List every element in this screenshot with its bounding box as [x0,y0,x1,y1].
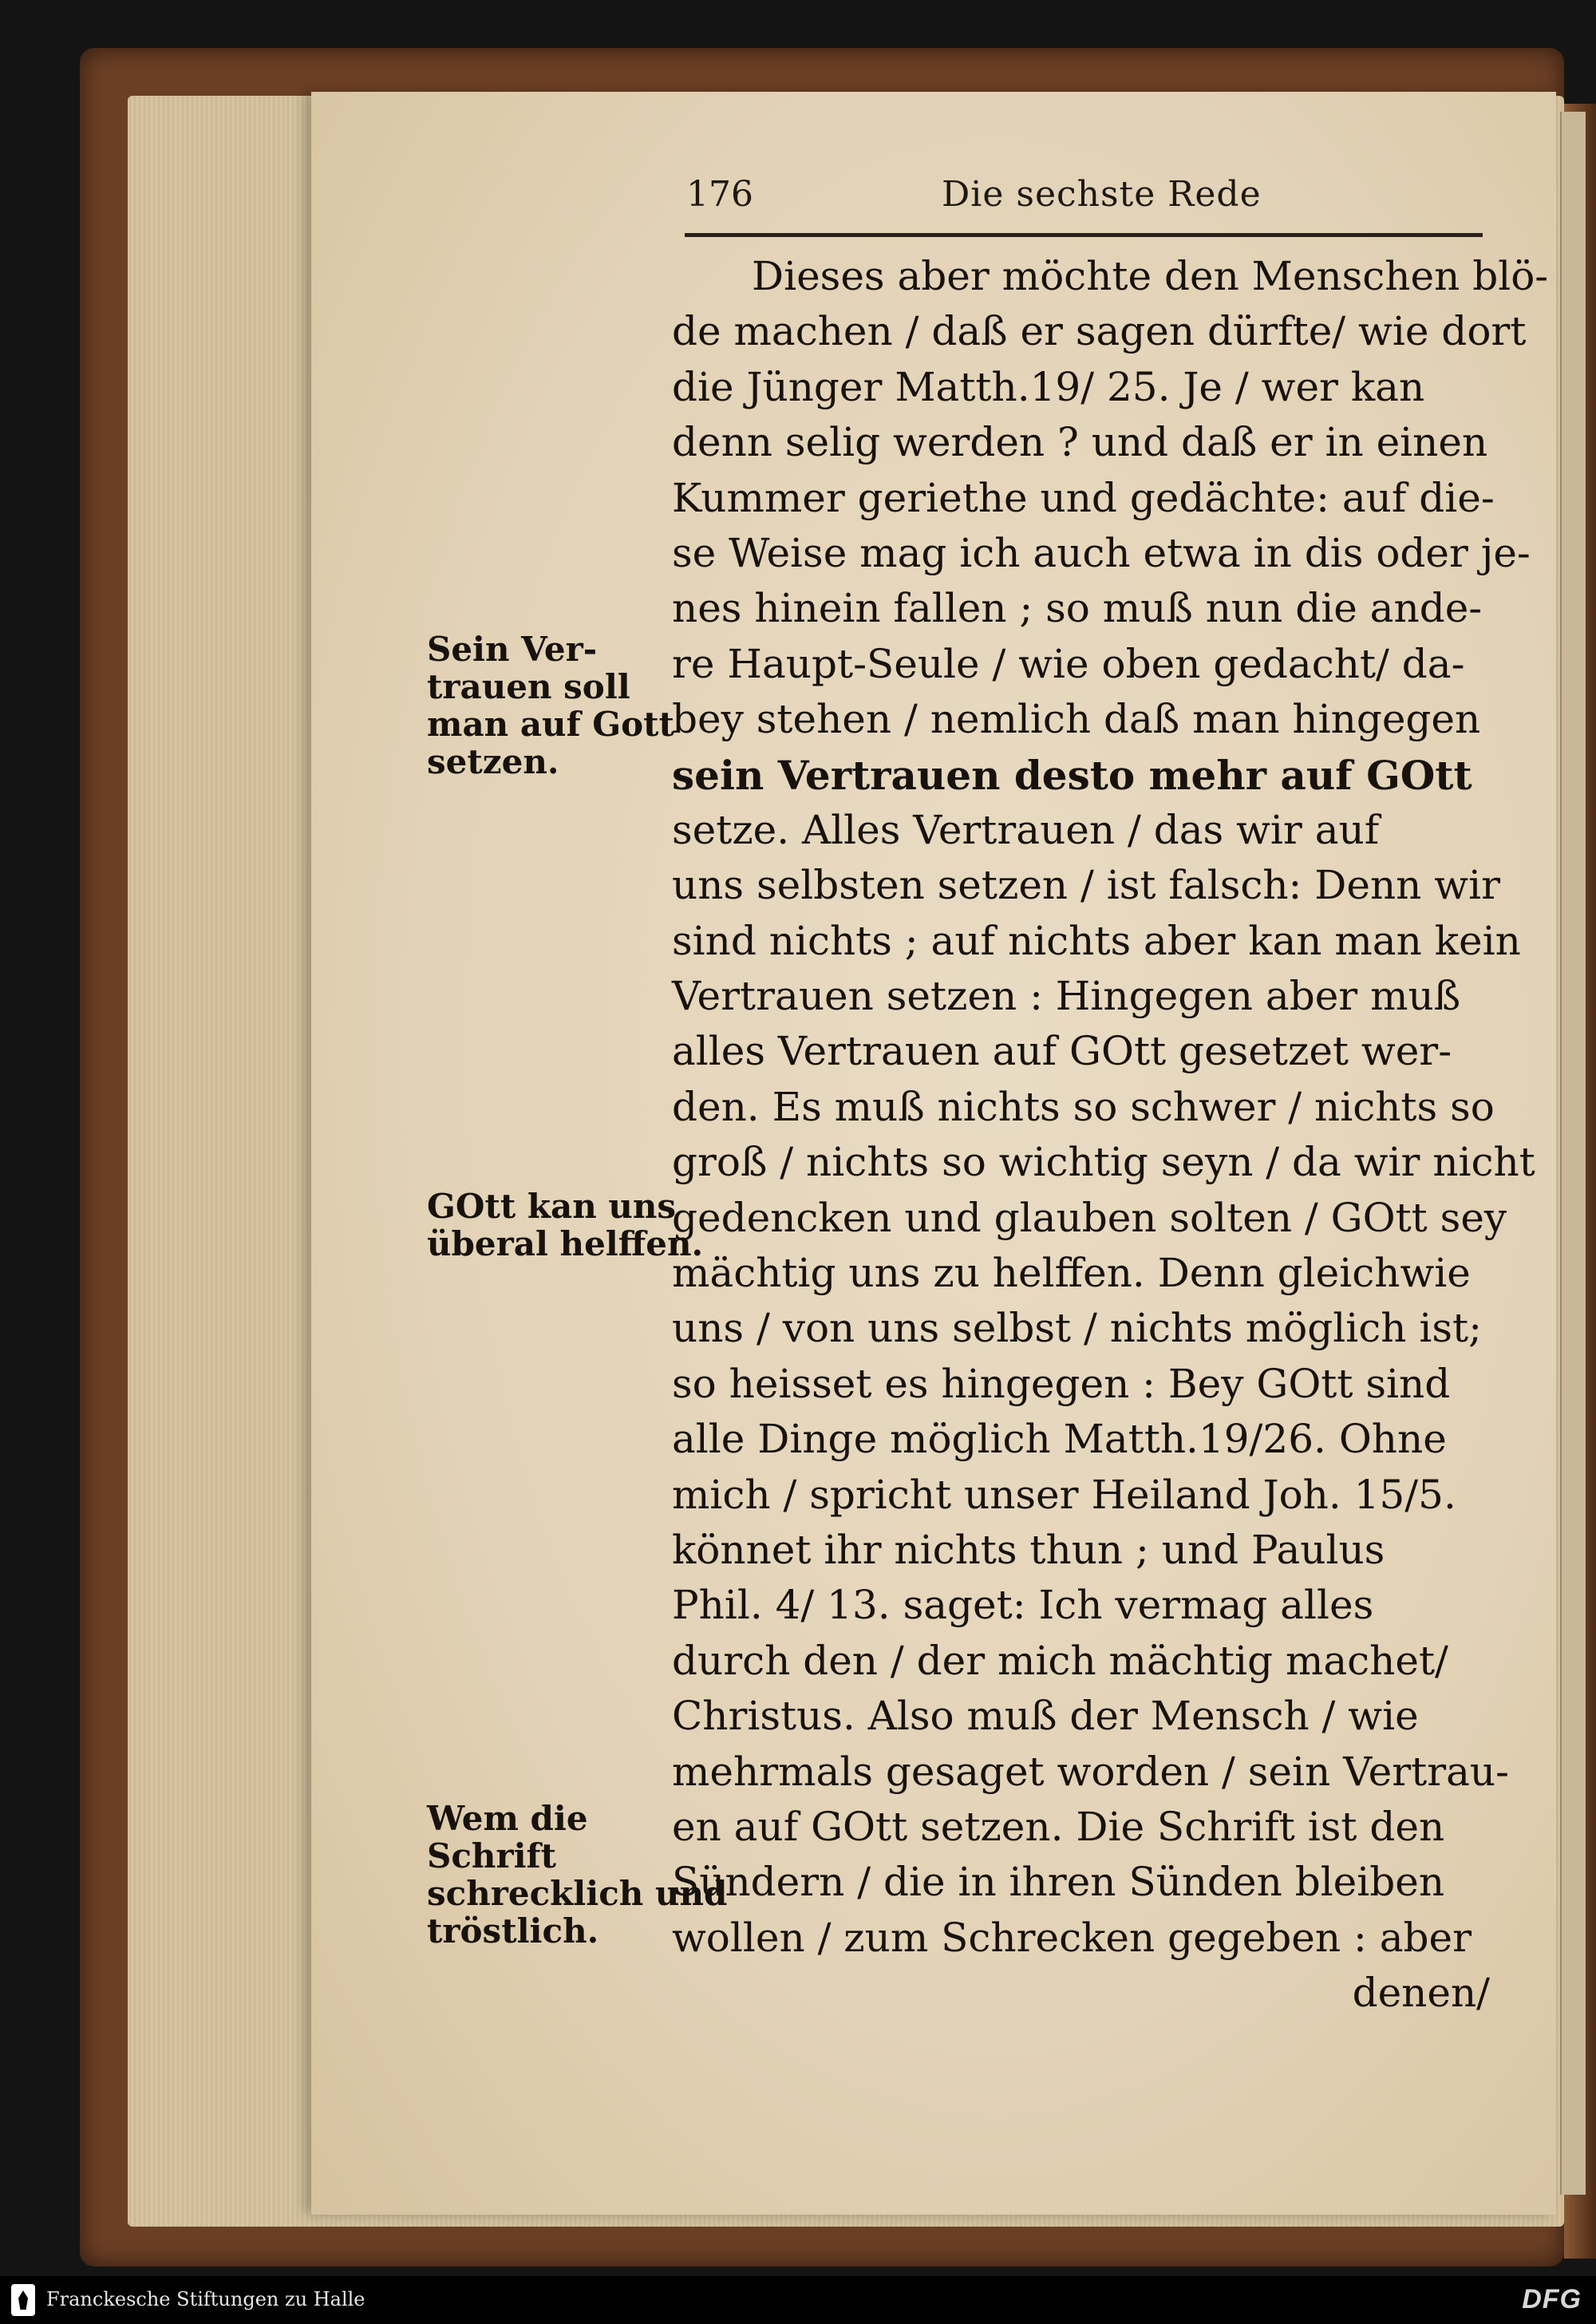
text-line: sind nichts ; auf nichts aber kan man kein [672,917,1521,964]
viewer-footer [0,2276,1596,2324]
text-line: denn selig werden ? und daß er in einen [672,419,1488,466]
running-head: Die sechste Rede [942,174,1262,215]
facing-page-edge [1560,112,1586,2195]
text-line: Dieses aber möchte den Menschen blö- [752,253,1549,299]
margin-note-line: schrecklich und [427,1874,728,1913]
text-line: se Weise mag ich auch etwa in dis oder je- [672,529,1531,576]
margin-note-trust [427,630,674,781]
text-line: die Jünger Matth.19/ 25. Je / wer kan [672,363,1425,410]
text-line: Vertrauen setzen : Hingegen aber muß [672,973,1461,1020]
dfg-logo: DFG [1522,2284,1582,2314]
margin-note-scripture [427,1799,728,1951]
text-line: alle Dinge möglich Matth.19/26. Ohne [672,1416,1447,1463]
text-line: alles Vertrauen auf GOtt gesetzet wer- [672,1028,1452,1075]
text-line: sein Vertrauen desto mehr auf GOtt [672,751,1472,799]
text-line: re Haupt-Seule / wie oben gedacht/ da- [672,640,1465,687]
text-line: mächtig uns zu helffen. Denn gleichwie [672,1250,1471,1297]
margin-note-line: Wem die [427,1799,588,1838]
page-header [686,174,1484,222]
margin-note-line: GOtt kan uns [427,1187,677,1226]
margin-note-line: setzen. [427,742,559,781]
margin-note-line: man auf Gott [427,705,674,744]
page-number: 176 [686,174,753,215]
text-line: Sündern / die in ihren Sünden bleiben [672,1859,1445,1906]
header-rule [685,233,1483,237]
text-line: Phil. 4/ 13. saget: Ich vermag alles [672,1582,1374,1629]
text-line: Kummer geriethe und gedächte: auf die- [672,474,1495,521]
margin-note-line: überal helffen. [427,1224,704,1263]
margin-note-line: Sein Ver- [427,630,598,669]
footer-institution: Franckesche Stiftungen zu Halle [46,2288,365,2310]
text-line: mehrmals gesaget worden / sein Vertrau- [672,1748,1509,1795]
text-line: Christus. Also muß der Mensch / wie [672,1693,1419,1740]
text-line: so heisset es hingegen : Bey GOtt sind [672,1360,1451,1407]
text-line: uns / von uns selbst / nichts möglich ist; [672,1305,1482,1352]
text-line: gedencken und glauben solten / GOtt sey [672,1194,1507,1241]
text-line: könnet ihr nichts thun ; und Paulus [672,1526,1385,1573]
text-line: nes hinein fallen ; so muß nun die ande- [672,585,1483,632]
text-line: de machen / daß er sagen dürfte/ wie dort [672,308,1527,355]
text-line: mich / spricht unser Heiland Joh. 15/5. [672,1471,1456,1518]
margin-note-line: trauen soll [427,667,630,706]
margin-note-line: tröstlich. [427,1911,599,1951]
text-line: en auf GOtt setzen. Die Schrift ist den [672,1803,1445,1850]
text-line: durch den / der mich mächtig machet/ [672,1637,1448,1684]
text-line: setze. Alles Vertrauen / das wir auf [672,806,1380,853]
margin-note-god-helps [427,1187,704,1263]
text-line: den. Es muß nichts so schwer / nichts so [672,1083,1495,1130]
text-line: bey stehen / nemlich daß man hingegen [672,696,1481,743]
body-text [672,249,1549,2022]
text-line: groß / nichts so wichtig seyn / da wir nicht [672,1139,1535,1186]
margin-note-line: Schrift [427,1836,556,1875]
text-line: uns selbsten setzen / ist falsch: Denn wir [672,862,1500,909]
institution-logo-icon [11,2284,35,2316]
catchword: denen/ [1352,1970,1490,2017]
text-line: wollen / zum Schrecken gegeben : aber [672,1914,1472,1961]
